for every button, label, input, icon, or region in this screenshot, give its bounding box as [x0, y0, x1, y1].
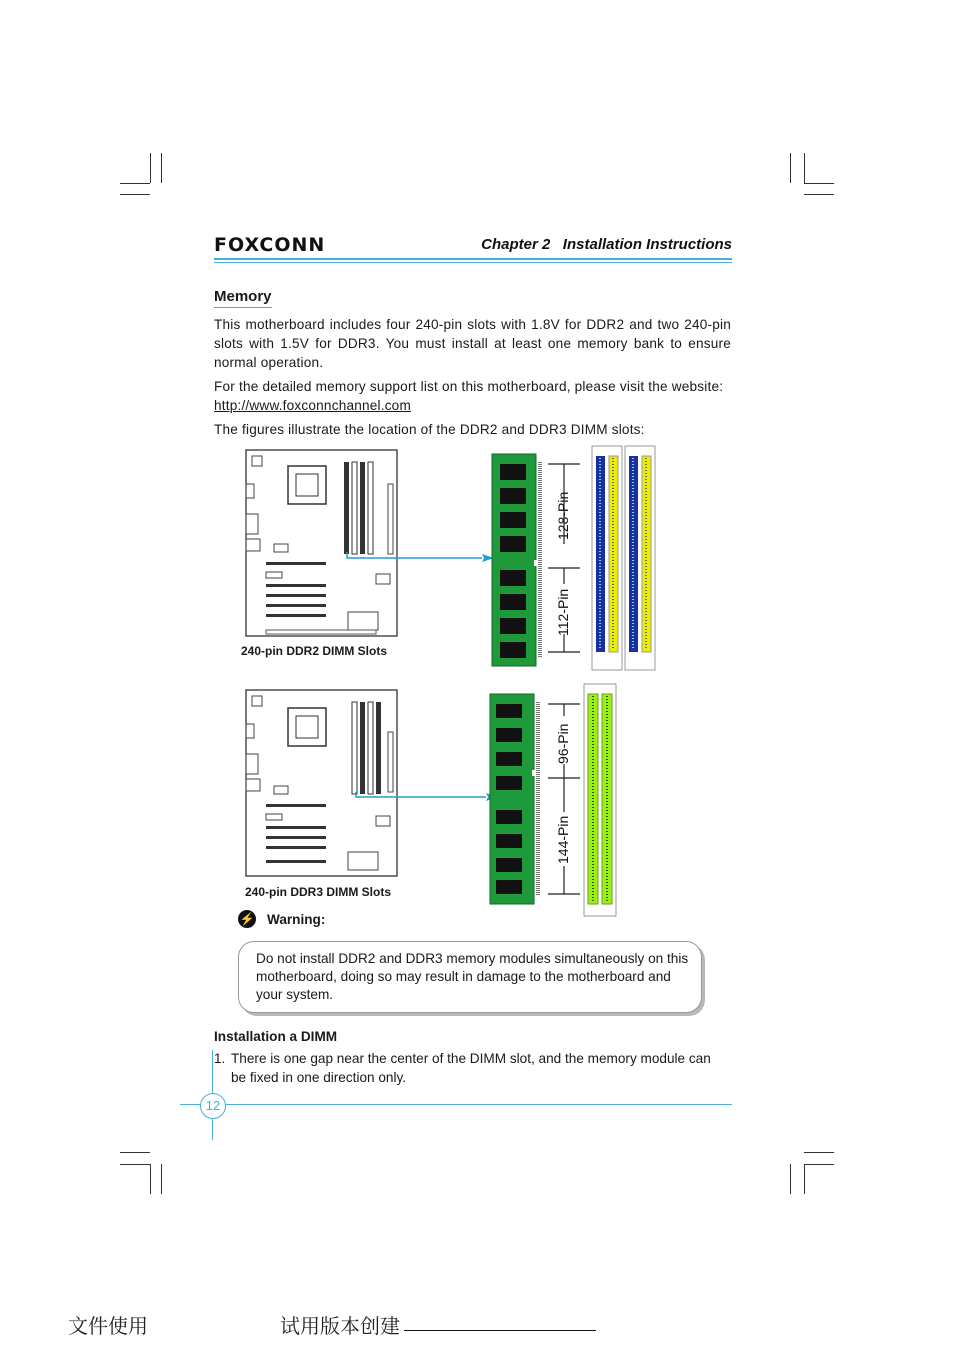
header-rule [214, 258, 732, 260]
figures-intro: The figures illustrate the location of the DDR2 and DDR3 DIMM slots: [214, 422, 645, 437]
crop-mark [790, 1164, 791, 1194]
install-dimm-title: Installation a DIMM [214, 1029, 338, 1044]
crop-mark [804, 1164, 805, 1194]
step-number: 1. [214, 1051, 226, 1066]
ddr3-pin-bottom-label: 144-Pin [555, 815, 571, 864]
ddr3-figure [236, 682, 666, 918]
watermark-left: 文件使用 [68, 1314, 148, 1338]
watermark-right: 试用版本创建 [280, 1314, 400, 1338]
warning-label: Warning: [267, 912, 326, 927]
watermark-underline [404, 1330, 596, 1331]
crop-mark [804, 153, 805, 183]
crop-mark [120, 183, 150, 184]
crop-mark [120, 1152, 150, 1153]
warning-text: Do not install DDR2 and DDR3 memory modules simultaneously on this motherboard, doing so may result in damage to the motherboard and your system. [256, 951, 689, 1002]
ddr2-pin-bottom-label: 112-Pin [555, 588, 571, 636]
footer-rule [180, 1104, 732, 1105]
crop-mark [161, 1164, 162, 1194]
header-rule-thin [214, 262, 732, 263]
crop-mark [161, 153, 162, 183]
crop-mark [804, 194, 834, 195]
crop-mark [150, 153, 151, 183]
ddr3-module [490, 694, 538, 904]
crop-mark [120, 1164, 150, 1165]
ddr3-caption: 240-pin DDR3 DIMM Slots [245, 885, 392, 899]
crop-mark [120, 194, 150, 195]
foxconn-website-link[interactable]: http://www.foxconnchannel.com [214, 398, 411, 413]
crop-mark [790, 153, 791, 183]
memory-intro-paragraph: This motherboard includes four 240-pin slots with 1.8V for DDR2 and two 240-pin slots with 1.5V for DDR3. You must install at least one memory bank to ensure normal operation. [214, 317, 731, 370]
section-title: Memory [214, 288, 272, 308]
page-number: 12 [200, 1093, 226, 1119]
ddr2-pin-top-label: 128-Pin [555, 491, 571, 540]
ddr2-slots [592, 446, 655, 670]
ddr2-figure [236, 444, 666, 676]
crop-mark [804, 183, 834, 184]
crop-mark [804, 1152, 834, 1153]
chapter-title: Chapter 2 Installation Instructions [481, 236, 732, 253]
support-list-paragraph [214, 377, 731, 415]
ddr3-motherboard-diagram [246, 690, 498, 876]
crop-mark [804, 1164, 834, 1165]
crop-mark [150, 1164, 151, 1194]
ddr3-pin-top-label: 96-Pin [555, 723, 571, 764]
ddr2-motherboard-diagram [246, 450, 494, 636]
foxconn-logo: FOXCONN [214, 234, 326, 256]
warning-icon: ⚡ [239, 912, 255, 926]
ddr2-module [492, 454, 540, 666]
ddr2-caption: 240-pin DDR2 DIMM Slots [241, 644, 388, 658]
support-list-text: For the detailed memory support list on this motherboard, please visit the website: [214, 379, 724, 394]
step-text: There is one gap near the center of the DIMM slot, and the memory module can be fixed in one direction only. [231, 1051, 711, 1085]
ddr3-slots [584, 684, 616, 916]
